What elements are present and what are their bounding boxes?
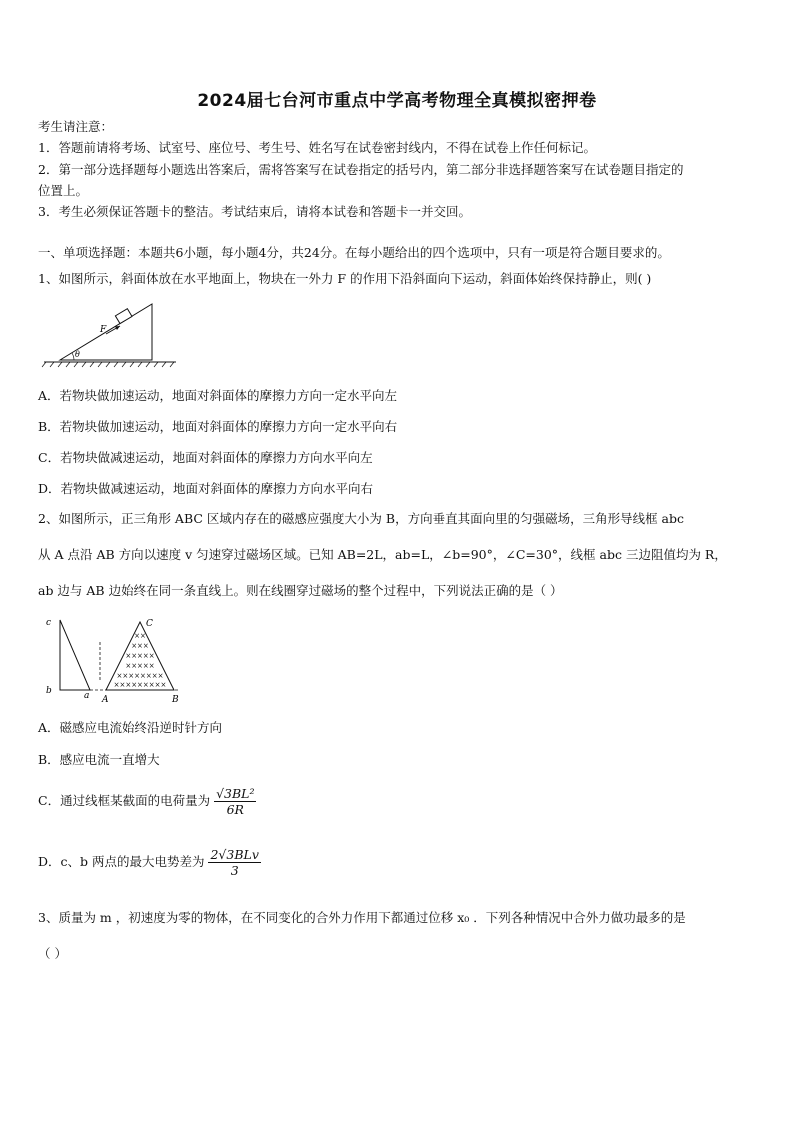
label-a: a [84,691,90,701]
q2-triangle-figure [40,612,190,708]
question-1-stem: 1、如图所示，斜面体放在水平地面上，物块在一外力 F 的作用下沿斜面向下运动，斜面体始终保持静止，则( ) [38,271,652,286]
q2-option-c [38,786,256,817]
q2-option-d [38,847,261,878]
q2-option-c-numerator: √3BL² [216,786,255,801]
angle-label: θ [75,350,80,359]
label-b: b [46,686,52,696]
svg-text:×××××××××: ××××××××× [113,681,167,689]
q1-option-b: B．若物块做加速运动，地面对斜面体的摩擦力方向一定水平向右 [38,419,398,434]
question-2-stem-3: ab 边与 AB 边始终在同一条直线上。则在线圈穿过磁场的整个过程中，下列说法正确的是（ ） [38,583,563,598]
q2-option-c-text: C．通过线框某截面的电荷量为 [38,793,211,808]
label-c: c [46,618,52,628]
svg-text:××: ×× [134,632,146,640]
q2-option-c-fraction [214,786,256,817]
svg-text:×××××: ××××× [125,662,155,670]
q2-option-b: B．感应电流一直增大 [38,752,160,767]
q2-option-d-numerator: 2√3BLv [210,847,259,862]
q1-option-a: A．若物块做加速运动，地面对斜面体的摩擦力方向一定水平向左 [38,388,398,403]
q2-option-d-fraction [208,847,260,878]
question-2-stem-1: 2、如图所示，正三角形 ABC 区域内存在的磁感应强度大小为 B，方向垂直其面向里的匀强磁场，三角形导线框 abc [38,511,684,526]
label-C: C [146,619,153,629]
question-2-stem-2: 从 A 点沿 AB 方向以速度 v 匀速穿过磁场区域。已知 AB=2L，ab=L，∠b=90°，∠C=30°，线框 abc 三边阻值均为 R， [38,547,727,562]
question-3-stem: 3、质量为 m ，初速度为零的物体，在不同变化的合外力作用下都通过位移 x₀ ．下列各种情况中合外力做功最多的是 [38,910,686,925]
label-A: A [102,695,109,705]
question-3-paren: （ ） [38,946,67,961]
label-B: B [172,695,179,705]
svg-text:××××××××: ×××××××× [116,672,164,680]
force-label: F [100,325,107,335]
notice-item-1: 1．答题前请将考场、试室号、座位号、考生号、姓名写在试卷密封线内，不得在试卷上作任何标记。 [38,140,596,155]
section-heading: 一、单项选择题：本题共6小题，每小题4分，共24分。在每小题给出的四个选项中，只有一项是符合题目要求的。 [38,245,670,260]
notice-heading: 考生请注意： [38,119,114,134]
q2-option-a: A．磁感应电流始终沿逆时针方向 [38,720,223,735]
notice-item-3: 3．考生必须保证答题卡的整洁。考试结束后，请将本试卷和答题卡一并交回。 [38,204,471,219]
notice-item-2-cont: 位置上。 [38,183,89,198]
page-title: 2024届七台河市重点中学高考物理全真模拟密押卷 [197,91,597,111]
q2-option-d-text: D．c、b 两点的最大电势差为 [38,854,205,869]
q1-incline-figure [40,298,180,370]
q1-option-d: D．若物块做减速运动，地面对斜面体的摩擦力方向水平向右 [38,481,374,496]
magnetic-field-marks [114,632,167,689]
notice-item-2: 2．第一部分选择题每小题选出答案后，需将答案写在试卷指定的括号内，第二部分非选择题答案写在试卷题目指定的 [38,162,684,177]
q2-option-c-denominator: 6R [226,802,244,817]
svg-text:×××: ××× [131,642,149,650]
q2-option-d-denominator: 3 [230,863,239,878]
q1-option-c: C．若物块做减速运动，地面对斜面体的摩擦力方向水平向左 [38,450,373,465]
svg-text:×××××: ××××× [125,652,155,660]
